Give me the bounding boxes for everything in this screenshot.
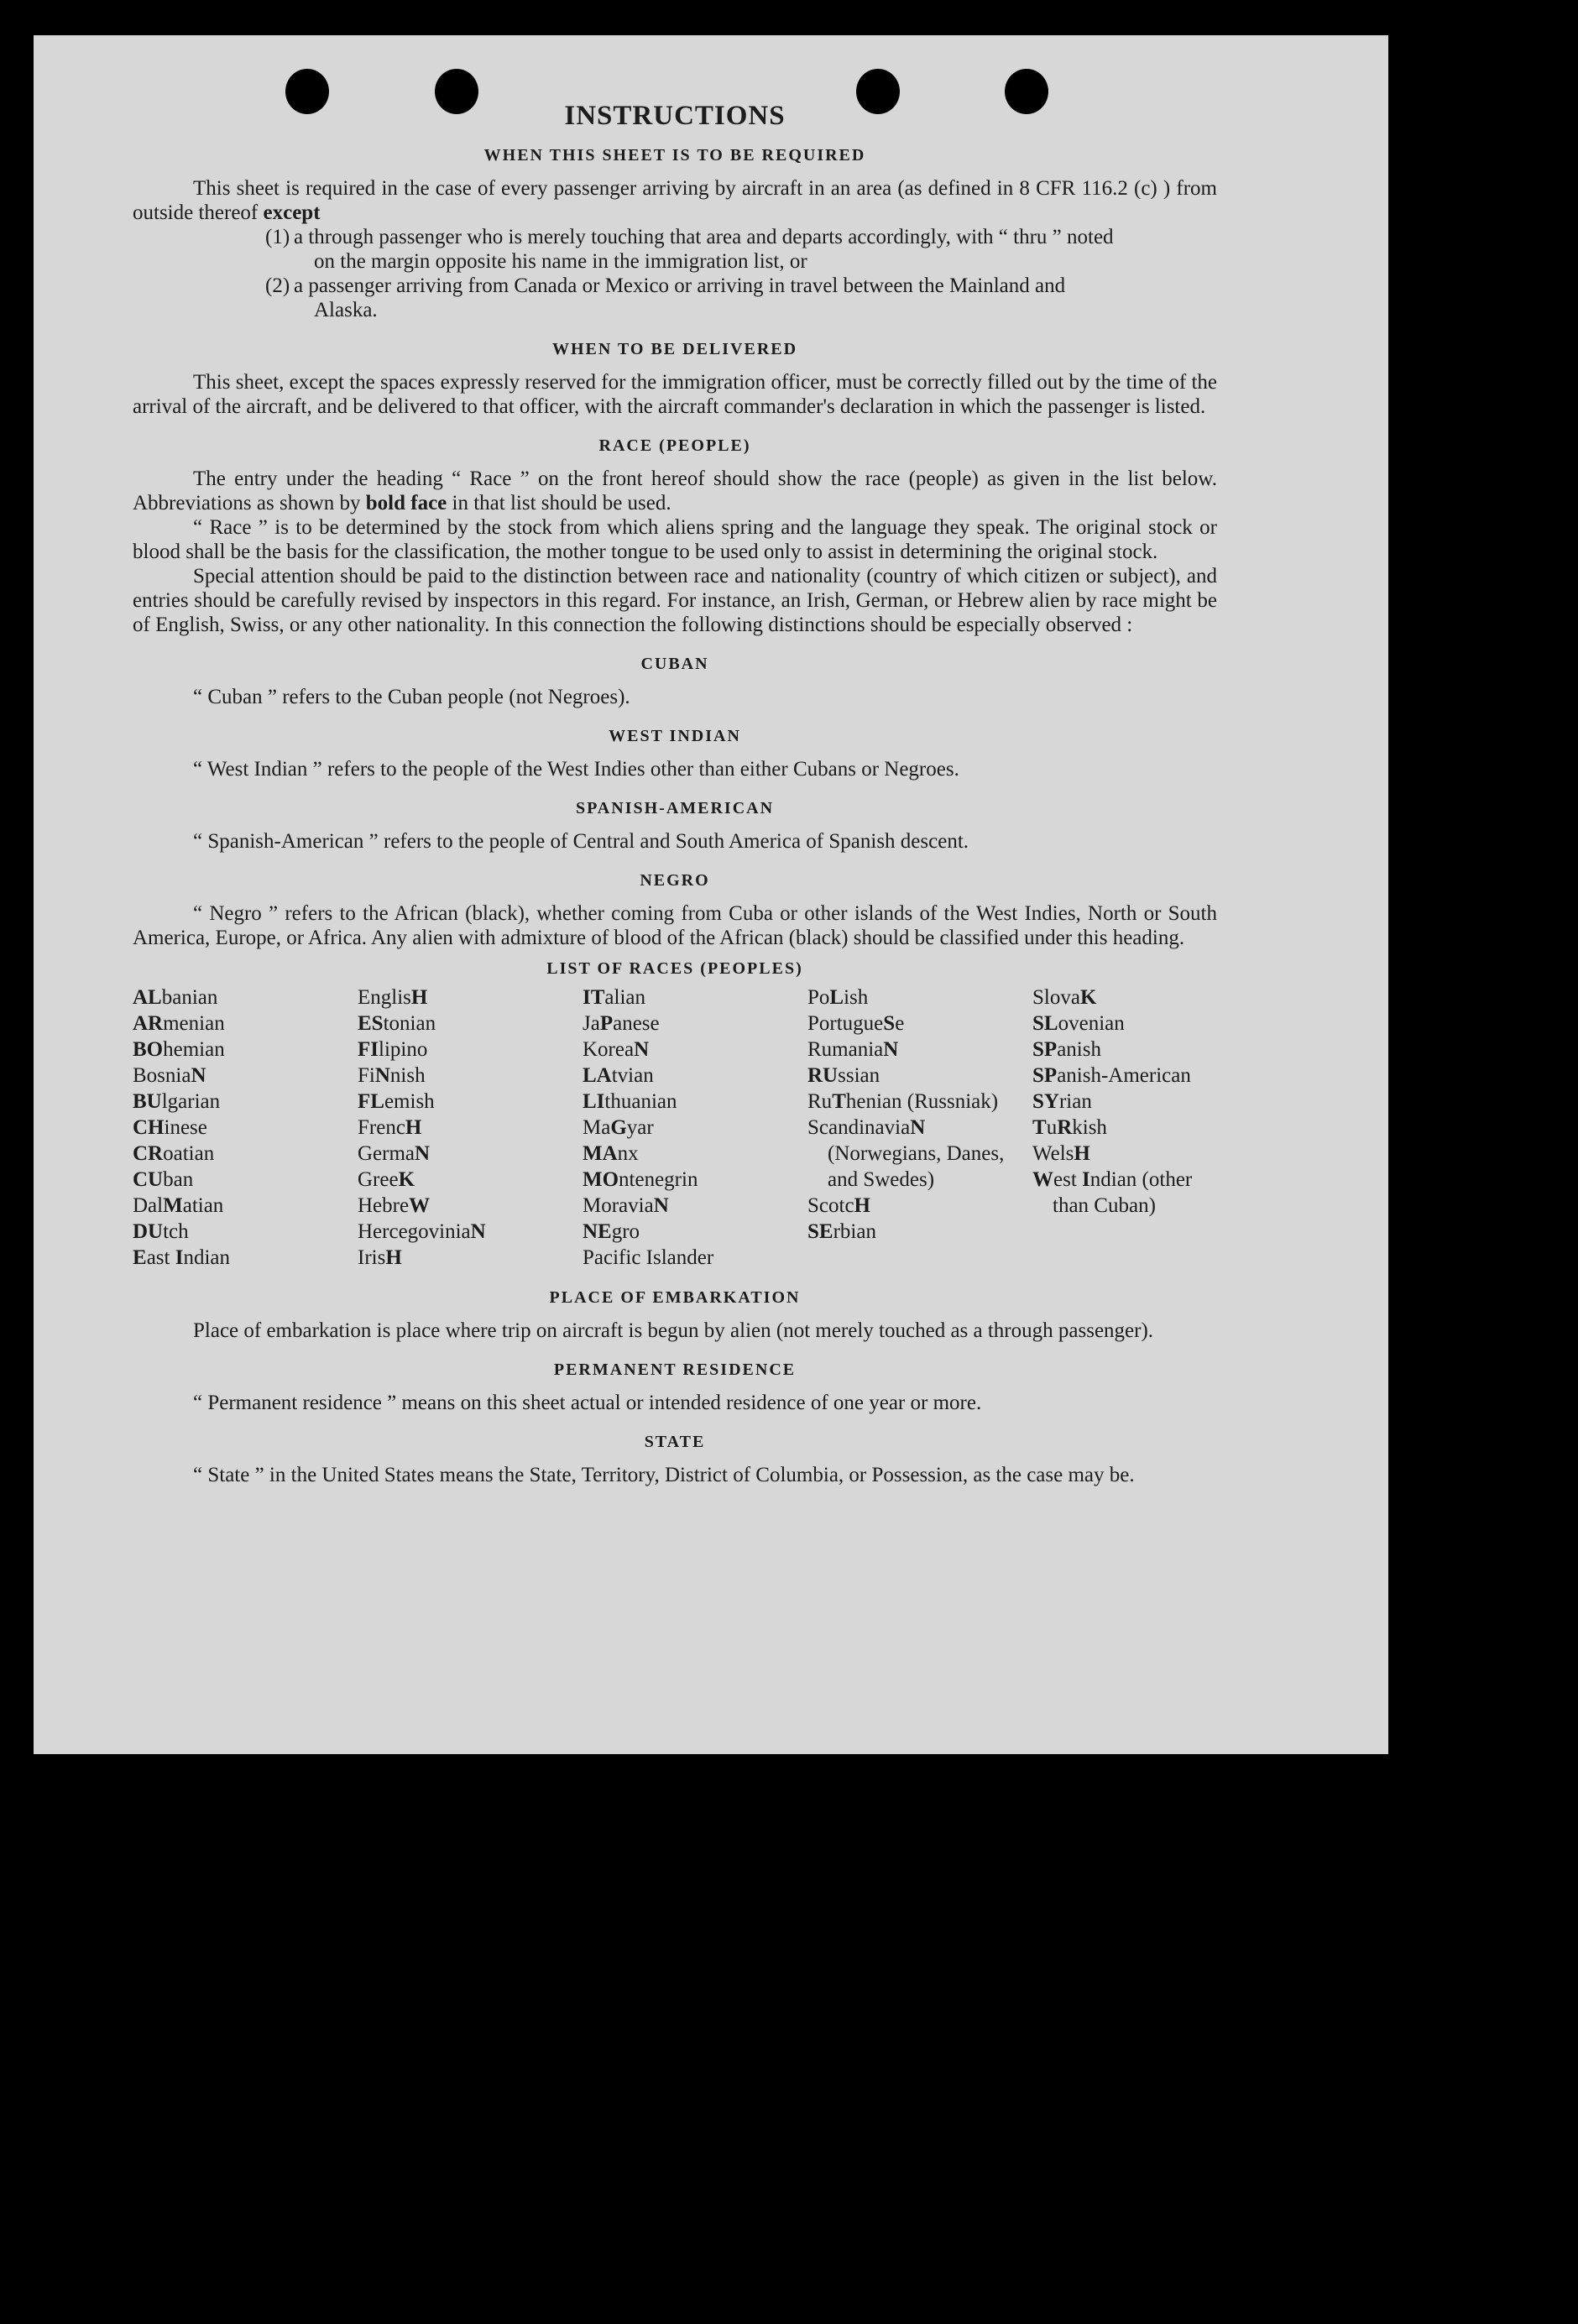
race-entry: GermaN bbox=[358, 1142, 431, 1165]
heading-required: WHEN THIS SHEET IS TO BE REQUIRED bbox=[483, 146, 866, 165]
race-entry: FrencH bbox=[358, 1116, 422, 1139]
heading-negro: NEGRO bbox=[640, 871, 710, 890]
negro-text: “ Negro ” refers to the African (black), whether coming from Cuba or other islands of the West Indies, North or South America, Europe, or Africa. Any alien with admixture of blood of the African (black) should be classified under this heading. bbox=[133, 902, 1217, 949]
race-entry: RumaniaN bbox=[807, 1038, 899, 1061]
race-entry: BosniaN bbox=[133, 1064, 206, 1087]
race-entry: ScandinaviaN (Norwegians, Danes, and Swedes) bbox=[807, 1116, 1005, 1191]
race-entry: KoreaN bbox=[583, 1038, 650, 1061]
races-column bbox=[807, 984, 1032, 1271]
race-entry: JaPanese bbox=[583, 1012, 660, 1035]
heading-delivered: WHEN TO BE DELIVERED bbox=[551, 340, 798, 358]
race-entry: BUlgarian bbox=[133, 1090, 221, 1113]
instructions-content bbox=[133, 101, 1217, 1487]
required-intro: This sheet is required in the case of every passenger arriving by aircraft in an area (as defined in 8 CFR 116.2 (c) ) from outside thereof except bbox=[133, 177, 1217, 224]
race-entry: CHinese bbox=[133, 1116, 207, 1139]
race-entry: CUban bbox=[133, 1168, 194, 1191]
races-column bbox=[358, 984, 583, 1271]
race-entry: SLovenian bbox=[1032, 1012, 1125, 1035]
race-entry: SPanish-American bbox=[1032, 1064, 1191, 1087]
race-entry: GreeK bbox=[358, 1168, 415, 1191]
heading-west-indian: WEST INDIAN bbox=[609, 727, 741, 745]
race-entry: EStonian bbox=[358, 1012, 436, 1035]
race-entry: ITalian bbox=[583, 986, 645, 1009]
delivered-text: This sheet, except the spaces expressly reserved for the immigration officer, must be correctly filled out by the time of the arrival of the aircraft, and be delivered to that officer, with the aircraft commander's declaration in which the passenger is listed. bbox=[133, 371, 1217, 418]
cuban-text: “ Cuban ” refers to the Cuban people (not Negroes). bbox=[193, 686, 630, 708]
heading-list-of-races: LIST OF RACES (PEOPLES) bbox=[546, 959, 803, 978]
race-entry: ARmenian bbox=[133, 1012, 225, 1035]
race-entry: Pacific Islander bbox=[583, 1246, 714, 1269]
race-entry: ALbanian bbox=[133, 986, 218, 1009]
race-entry: FiNnish bbox=[358, 1064, 426, 1087]
race-entry: MaGyar bbox=[583, 1116, 654, 1139]
race-entry: TuRkish bbox=[1032, 1116, 1107, 1139]
race-entry: HercegoviniaN bbox=[358, 1220, 486, 1243]
heading-state: STATE bbox=[644, 1433, 706, 1451]
race-entry: East Indian bbox=[133, 1246, 230, 1269]
heading-embarkation: PLACE OF EMBARKATION bbox=[549, 1288, 801, 1307]
heading-cuban: CUBAN bbox=[640, 655, 709, 673]
spanish-american-text: “ Spanish-American ” refers to the people of Central and South America of Spanish descent. bbox=[193, 830, 969, 853]
race-entry: LIthuanian bbox=[583, 1090, 677, 1113]
heading-residence: PERMANENT RESIDENCE bbox=[553, 1360, 797, 1379]
races-column bbox=[1032, 984, 1217, 1271]
race-paragraph-3: Special attention should be paid to the distinction between race and nationality (country of which citizen or subject), and entries should be carefully revised by inspectors in this regard. For instance, an Irish, German, or Hebrew alien by race might be of English, Swiss, or any other nationality. In this connection the following distinctions should be especially observed : bbox=[133, 565, 1217, 636]
race-entry: PortugueSe bbox=[807, 1012, 905, 1035]
races-column bbox=[583, 984, 807, 1271]
race-entry: CRoatian bbox=[133, 1142, 215, 1165]
race-entry: MOntenegrin bbox=[583, 1168, 698, 1191]
page-title: INSTRUCTIONS bbox=[564, 101, 786, 131]
race-entry: MoraviaN bbox=[583, 1194, 669, 1217]
race-paragraph-2: “ Race ” is to be determined by the stock from which aliens spring and the language they speak. The original stock or blood shall be the basis for the classification, the mother tongue to be used only to assist in determining the original stock. bbox=[133, 516, 1217, 563]
state-text: “ State ” in the United States means the State, Territory, District of Columbia, or Possession, as the case may be. bbox=[193, 1464, 1135, 1486]
race-entry: LAtvian bbox=[583, 1064, 654, 1087]
exception-item-1: (1) a through passenger who is merely touching that area and departs accordingly, with “ thru ” noted on the margin opposite his name in the immigration list, or bbox=[265, 226, 1114, 273]
race-entry: MAnx bbox=[583, 1142, 639, 1165]
race-entry: BOhemian bbox=[133, 1038, 225, 1061]
race-paragraph-1: The entry under the heading “ Race ” on the front hereof should show the race (people) as given in the list below. Abbreviations as shown by bold face in that list should be used. bbox=[133, 467, 1217, 514]
race-entry: West Indian (other than Cuban) bbox=[1032, 1168, 1193, 1217]
race-entry: SErbian bbox=[807, 1220, 876, 1243]
race-entry: ScotcH bbox=[807, 1194, 870, 1217]
race-entry: DalMatian bbox=[133, 1194, 224, 1217]
race-entry: SYrian bbox=[1032, 1090, 1092, 1113]
race-entry: DUtch bbox=[133, 1220, 189, 1243]
races-list bbox=[133, 984, 1217, 1271]
exception-item-2: (2) a passenger arriving from Canada or Mexico or arriving in travel between the Mainland and Alaska. bbox=[265, 274, 1066, 321]
embarkation-text: Place of embarkation is place where trip on aircraft is begun by alien (not merely touched as a through passenger). bbox=[193, 1319, 1154, 1342]
race-entry: RUssian bbox=[807, 1064, 880, 1087]
race-entry: FIlipino bbox=[358, 1038, 428, 1061]
race-entry: WelsH bbox=[1032, 1142, 1090, 1165]
race-entry: IrisH bbox=[358, 1246, 402, 1269]
residence-text: “ Permanent residence ” means on this sheet actual or intended residence of one year or more. bbox=[193, 1392, 982, 1414]
race-entry: HebreW bbox=[358, 1194, 431, 1217]
west-indian-text: “ West Indian ” refers to the people of the West Indies other than either Cubans or Negroes. bbox=[193, 758, 959, 781]
heading-race: RACE (PEOPLE) bbox=[598, 436, 751, 455]
race-entry: EnglisH bbox=[358, 986, 428, 1009]
race-entry: PoLish bbox=[807, 986, 869, 1009]
race-entry: SPanish bbox=[1032, 1038, 1101, 1061]
race-entry: RuThenian (Russniak) bbox=[807, 1090, 999, 1113]
heading-spanish-american: SPANISH-AMERICAN bbox=[575, 799, 775, 817]
race-entry: FLemish bbox=[358, 1090, 435, 1113]
race-entry: NEgro bbox=[583, 1220, 640, 1243]
race-entry: SlovaK bbox=[1032, 986, 1097, 1009]
races-column bbox=[133, 984, 358, 1271]
